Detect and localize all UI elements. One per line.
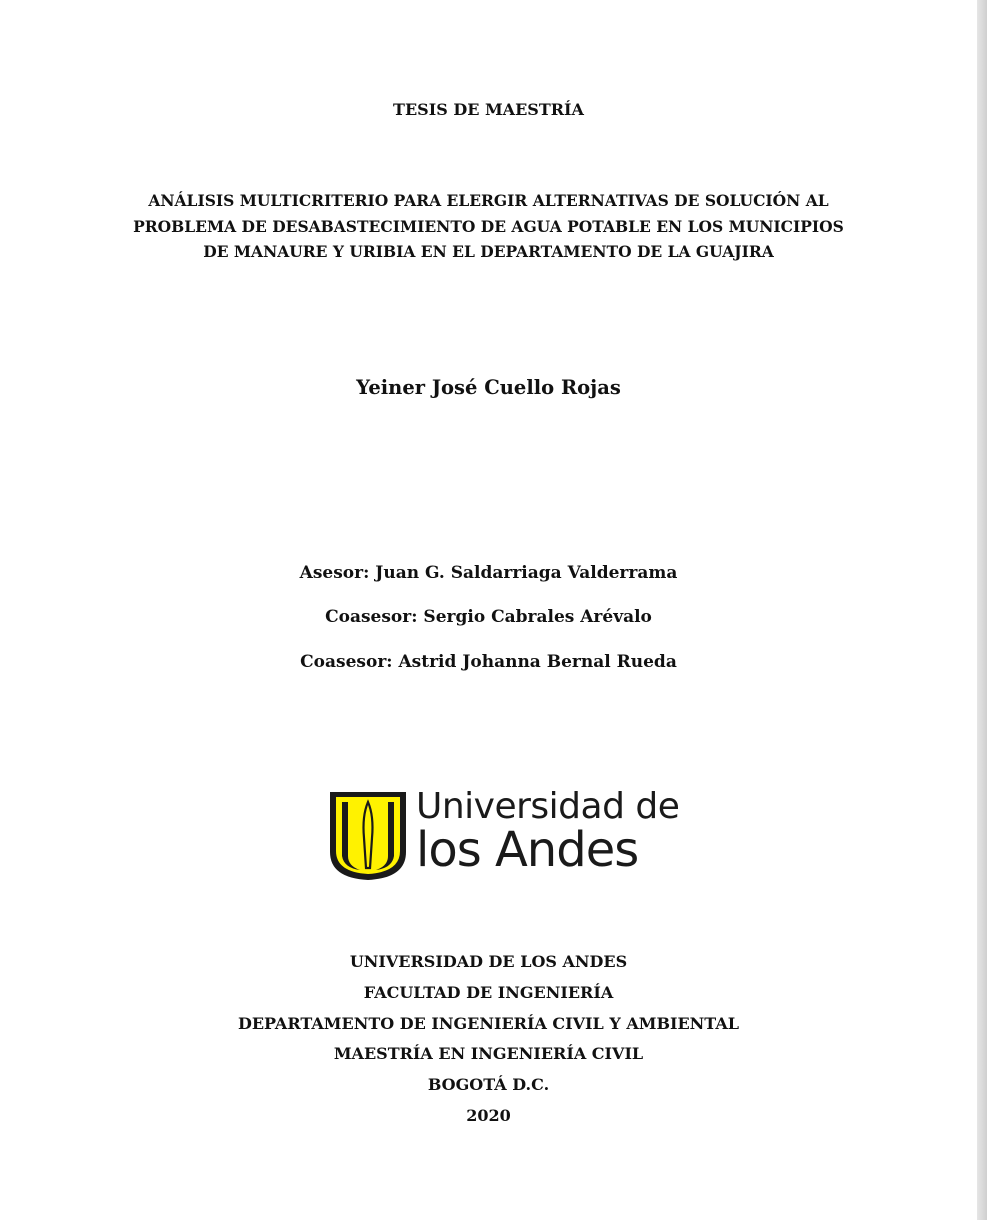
year-line: 2020: [466, 1105, 511, 1125]
page-edge: [977, 0, 987, 1220]
thesis-title: [0, 188, 977, 265]
city-line: BOGOTÁ D.C.: [427, 1075, 550, 1095]
program-line: MAESTRÍA EN INGENIERÍA CIVIL: [333, 1044, 644, 1064]
institution-block: [0, 947, 977, 1132]
author-name: Yeiner José Cuello Rojas: [356, 376, 621, 399]
faculty-line: FACULTAD DE INGENIERÍA: [363, 982, 614, 1002]
advisor-line: Asesor: Juan G. Saldarriaga Valderrama: [299, 563, 678, 583]
title-line: PROBLEMA DE DESABASTECIMIENTO DE AGUA POTABLE EN LOS MUNICIPIOS: [133, 216, 844, 236]
title-line: ANÁLISIS MULTICRITERIO PARA ELERGIR ALTERNATIVAS DE SOLUCIÓN AL: [148, 191, 829, 210]
shield-icon: [326, 786, 410, 884]
coadvisor-line: Coasesor: Sergio Cabrales Arévalo: [325, 607, 652, 627]
coadvisor-line: Coasesor: Astrid Johanna Bernal Rueda: [300, 652, 677, 672]
institution-line: UNIVERSIDAD DE LOS ANDES: [349, 952, 628, 971]
logo-wordmark-line: Universidad de: [416, 786, 680, 827]
title-line: DE MANAURE Y URIBIA EN EL DEPARTAMENTO DE LA GUAJIRA: [203, 242, 774, 261]
logo-wordmark-line: los Andes: [416, 822, 639, 878]
department-line: DEPARTAMENTO DE INGENIERÍA CIVIL Y AMBIENTAL: [237, 1013, 739, 1033]
degree-heading: TESIS DE MAESTRÍA: [393, 100, 584, 119]
university-logo: [326, 786, 680, 884]
